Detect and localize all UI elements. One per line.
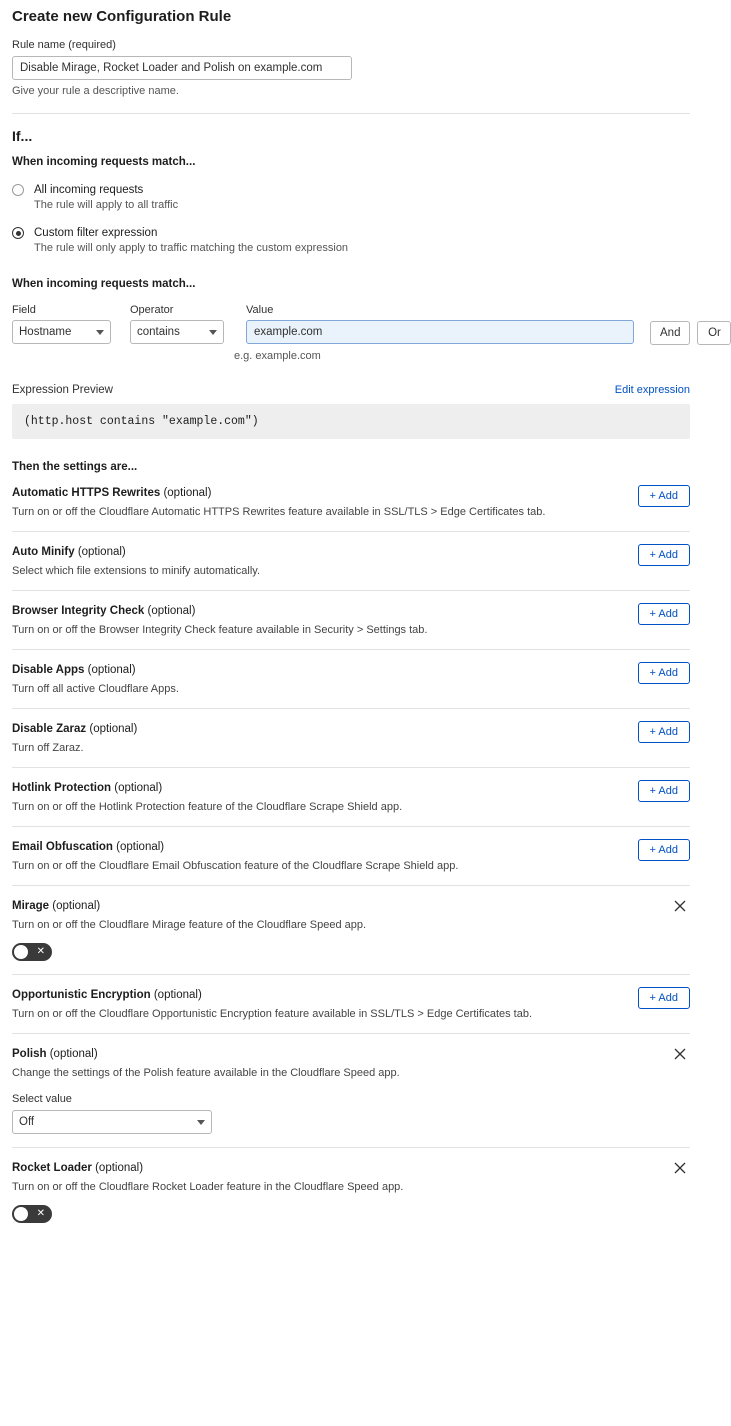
setting-rocket-loader: [12, 1148, 690, 1236]
add-button[interactable]: + Add: [638, 485, 690, 507]
setting-description: Change the settings of the Polish feature available in the Cloudflare Speed app.: [12, 1067, 400, 1079]
setting-optional: (optional): [77, 546, 126, 558]
radio-all-label: All incoming requests: [34, 184, 144, 196]
chevron-down-icon: [96, 330, 104, 335]
setting-description: Turn on or off the Cloudflare Email Obfuscation feature of the Cloudflare Scrape Shield app.: [12, 860, 459, 872]
radio-custom-desc: The rule will only apply to traffic matching the custom expression: [34, 242, 349, 254]
setting-title: [12, 546, 690, 558]
setting-title: [12, 605, 690, 617]
setting-optional: (optional): [116, 841, 165, 853]
setting-description: Select which file extensions to minify automatically.: [12, 565, 261, 577]
setting-description: Turn on or off the Cloudflare Rocket Loader feature in the Cloudflare Speed app.: [12, 1181, 404, 1193]
setting-name: Email Obfuscation: [12, 841, 113, 853]
setting-optional: (optional): [163, 487, 212, 499]
configuration-rule-form: [0, 8, 721, 1236]
field-select[interactable]: [12, 320, 111, 344]
setting-title: [12, 487, 690, 499]
polish-select[interactable]: [12, 1110, 212, 1134]
expression-preview-box: (http.host contains "example.com"): [12, 404, 690, 439]
polish-select-value: Off: [19, 1116, 35, 1128]
then-heading: Then the settings are...: [12, 461, 138, 473]
filter-builder-row: [12, 304, 721, 345]
mirage-toggle[interactable]: [12, 943, 52, 961]
close-icon[interactable]: [672, 898, 688, 914]
add-button[interactable]: + Add: [638, 603, 690, 625]
setting-description: Turn off Zaraz.: [12, 742, 84, 754]
toggle-knob: [14, 1207, 28, 1221]
setting-browser-integrity-check: [12, 591, 690, 650]
setting-hotlink-protection: [12, 768, 690, 827]
expression-preview-header: [12, 384, 690, 396]
setting-name: Disable Zaraz: [12, 723, 87, 735]
radio-all-text: [34, 182, 178, 211]
field-select-value: Hostname: [19, 326, 72, 338]
close-icon[interactable]: [672, 1160, 688, 1176]
and-or-buttons: [650, 304, 731, 345]
setting-title: [12, 900, 690, 912]
chevron-down-icon: [209, 330, 217, 335]
add-button[interactable]: + Add: [638, 839, 690, 861]
setting-optional: (optional): [89, 723, 138, 735]
rocket-loader-toggle[interactable]: [12, 1205, 52, 1223]
match-subheading: When incoming requests match...: [12, 156, 196, 168]
setting-title: [12, 1162, 690, 1174]
value-input[interactable]: [246, 320, 634, 344]
setting-description: Turn on or off the Cloudflare Mirage feature of the Cloudflare Speed app.: [12, 919, 367, 931]
toggle-off-icon: ✕: [36, 946, 45, 957]
setting-optional: (optional): [153, 989, 202, 1001]
setting-name: Automatic HTTPS Rewrites: [12, 487, 161, 499]
or-button[interactable]: Or: [697, 321, 731, 345]
setting-name: Mirage: [12, 900, 50, 912]
add-button[interactable]: + Add: [638, 987, 690, 1009]
setting-description: Turn on or off the Cloudflare Opportunistic Encryption feature available in SSL/TLS > Edge Certificates tab.: [12, 1008, 533, 1020]
setting-title: [12, 989, 690, 1001]
setting-name: Browser Integrity Check: [12, 605, 145, 617]
setting-title: [12, 1048, 690, 1060]
setting-name: Rocket Loader: [12, 1162, 92, 1174]
setting-title: [12, 664, 690, 676]
radio-icon-selected[interactable]: [12, 227, 24, 239]
setting-opportunistic-encryption: [12, 975, 690, 1034]
divider: [12, 113, 690, 114]
if-heading: If...: [12, 128, 33, 144]
setting-name: Disable Apps: [12, 664, 85, 676]
toggle-knob: [14, 945, 28, 959]
field-column: [12, 304, 111, 344]
setting-title: [12, 723, 690, 735]
radio-custom-filter-expression[interactable]: [12, 225, 690, 254]
setting-title: [12, 841, 690, 853]
rule-name-group: [12, 39, 690, 97]
filter-subheading: When incoming requests match...: [12, 278, 196, 290]
setting-optional: (optional): [52, 900, 101, 912]
expression-preview-label: Expression Preview: [12, 384, 113, 396]
setting-optional: (optional): [147, 605, 196, 617]
select-value-label: Select value: [12, 1093, 72, 1105]
add-button[interactable]: + Add: [638, 780, 690, 802]
rule-name-help: Give your rule a descriptive name.: [12, 85, 179, 97]
setting-polish: [12, 1034, 690, 1148]
setting-description: Turn on or off the Cloudflare Automatic HTTPS Rewrites feature available in SSL/TLS > Edge Certificates tab.: [12, 506, 546, 518]
radio-custom-label: Custom filter expression: [34, 227, 158, 239]
setting-title: [12, 782, 690, 794]
setting-name: Hotlink Protection: [12, 782, 112, 794]
radio-all-desc: The rule will apply to all traffic: [34, 199, 179, 211]
radio-all-incoming-requests[interactable]: [12, 182, 690, 211]
radio-icon-unselected[interactable]: [12, 184, 24, 196]
page-title: Create new Configuration Rule: [12, 8, 232, 25]
rule-name-label: Rule name (required): [12, 39, 116, 51]
value-hint: e.g. example.com: [234, 350, 321, 362]
setting-optional: (optional): [114, 782, 163, 794]
setting-optional: (optional): [49, 1048, 98, 1060]
operator-select[interactable]: [130, 320, 224, 344]
setting-description: Turn on or off the Hotlink Protection feature of the Cloudflare Scrape Shield app.: [12, 801, 403, 813]
operator-select-value: contains: [137, 326, 180, 338]
add-button[interactable]: + Add: [638, 544, 690, 566]
setting-disable-apps: [12, 650, 690, 709]
setting-optional: (optional): [95, 1162, 144, 1174]
setting-name: Opportunistic Encryption: [12, 989, 151, 1001]
value-column: [246, 304, 634, 344]
rule-name-input[interactable]: [12, 56, 352, 80]
setting-description: Turn off all active Cloudflare Apps.: [12, 683, 179, 695]
setting-mirage: [12, 886, 690, 975]
operator-column: [130, 304, 224, 344]
setting-optional: (optional): [87, 664, 136, 676]
toggle-off-icon: ✕: [36, 1208, 45, 1219]
add-button[interactable]: + Add: [638, 721, 690, 743]
add-button[interactable]: + Add: [638, 662, 690, 684]
setting-description: Turn on or off the Browser Integrity Check feature available in Security > Settings tab.: [12, 624, 428, 636]
setting-name: Auto Minify: [12, 546, 75, 558]
setting-disable-zaraz: [12, 709, 690, 768]
value-label: Value: [246, 304, 274, 316]
setting-email-obfuscation: [12, 827, 690, 886]
field-label: Field: [12, 304, 36, 316]
close-icon[interactable]: [672, 1046, 688, 1062]
and-button[interactable]: And: [650, 321, 690, 345]
edit-expression-link[interactable]: Edit expression: [614, 384, 690, 396]
radio-custom-text: [34, 225, 348, 254]
setting-automatic-https-rewrites: [12, 473, 690, 532]
setting-name: Polish: [12, 1048, 47, 1060]
setting-auto-minify: [12, 532, 690, 591]
chevron-down-icon: [197, 1120, 205, 1125]
operator-label: Operator: [130, 304, 174, 316]
